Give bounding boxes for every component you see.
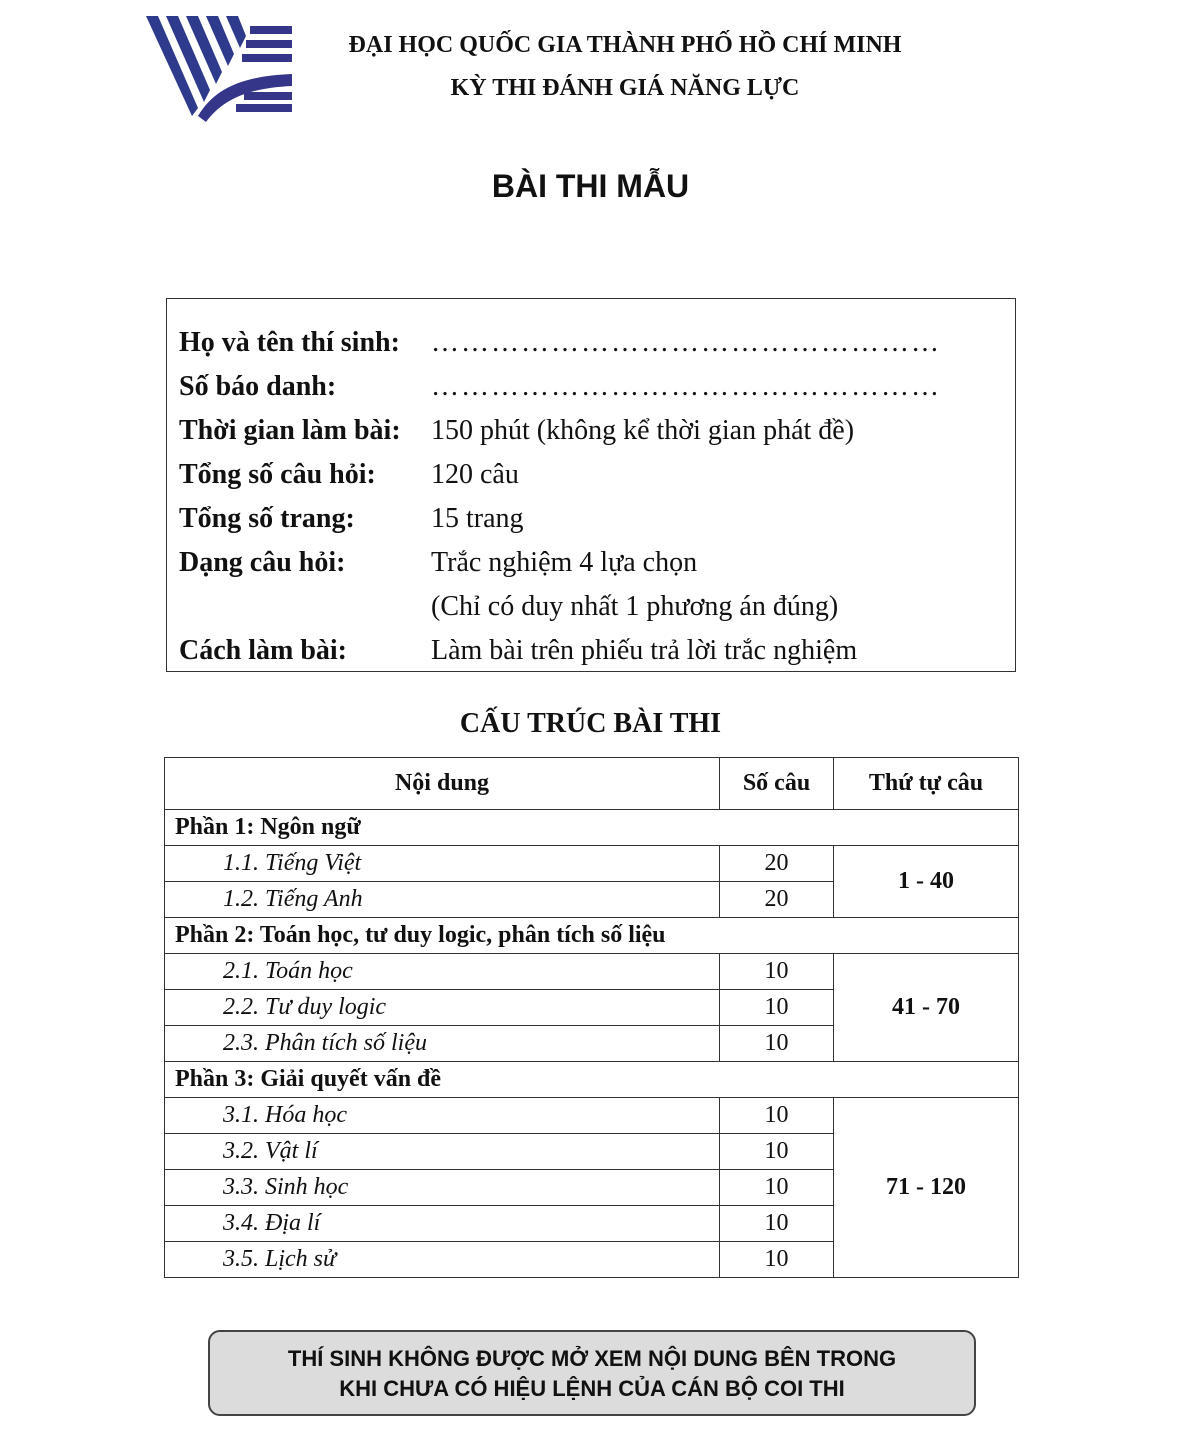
structure-table xyxy=(164,757,1019,1278)
logo-bar xyxy=(236,104,292,112)
table-row xyxy=(165,1098,1019,1134)
question-count: 20 xyxy=(720,846,834,882)
subject-name: 3.1. Hóa học xyxy=(165,1098,720,1134)
question-count: 10 xyxy=(720,1026,834,1062)
question-order: 71 - 120 xyxy=(834,1098,1019,1278)
question-count: 10 xyxy=(720,1170,834,1206)
section-title: Phần 1: Ngôn ngữ xyxy=(165,810,1019,846)
type-value: Trắc nghiệm 4 lựa chọn xyxy=(431,547,698,578)
subject-name: 3.3. Sinh học xyxy=(165,1170,720,1206)
table-row xyxy=(165,954,1019,990)
question-count: 20 xyxy=(720,882,834,918)
column-header-order: Thứ tự câu xyxy=(834,758,1019,810)
question-count: 10 xyxy=(720,1098,834,1134)
section-row xyxy=(165,918,1019,954)
logo-bar xyxy=(244,92,292,100)
type-note: (Chỉ có duy nhất 1 phương án đúng) xyxy=(431,591,839,622)
warning-notice xyxy=(208,1330,976,1416)
questions-value: 120 câu xyxy=(431,459,519,490)
question-count: 10 xyxy=(720,954,834,990)
subject-name: 2.3. Phân tích số liệu xyxy=(165,1026,720,1062)
question-order: 1 - 40 xyxy=(834,846,1019,918)
type-label: Dạng câu hỏi: xyxy=(179,547,346,578)
logo-bar xyxy=(250,26,292,34)
section-row xyxy=(165,810,1019,846)
method-label: Cách làm bài: xyxy=(179,635,347,666)
logo-bar xyxy=(242,54,292,62)
exam-name: KỲ THI ĐÁNH GIÁ NĂNG LỰC xyxy=(450,75,800,101)
pages-value: 15 trang xyxy=(431,503,524,534)
section-title: Phần 3: Giải quyết vấn đề xyxy=(165,1062,1019,1098)
question-count: 10 xyxy=(720,990,834,1026)
question-count: 10 xyxy=(720,1134,834,1170)
column-header-count: Số câu xyxy=(720,758,834,810)
id-label: Số báo danh: xyxy=(179,371,337,402)
pages-label: Tổng số trang: xyxy=(179,503,355,534)
subject-name: 3.2. Vật lí xyxy=(165,1134,720,1170)
id-field: …………………………………………… xyxy=(431,371,941,402)
table-header-row xyxy=(165,758,1019,810)
university-logo xyxy=(146,16,294,124)
table-row xyxy=(165,846,1019,882)
method-value: Làm bài trên phiếu trả lời trắc nghiệm xyxy=(431,635,858,666)
time-value: 150 phút (không kể thời gian phát đề) xyxy=(431,415,855,446)
university-name: ĐẠI HỌC QUỐC GIA THÀNH PHỐ HỒ CHÍ MINH xyxy=(348,32,902,58)
subject-name: 1.1. Tiếng Việt xyxy=(165,846,720,882)
time-label: Thời gian làm bài: xyxy=(179,415,401,446)
subject-name: 2.1. Toán học xyxy=(165,954,720,990)
question-count: 10 xyxy=(720,1242,834,1278)
question-order: 41 - 70 xyxy=(834,954,1019,1062)
page-title: BÀI THI MẪU xyxy=(491,168,690,204)
name-field: …………………………………………… xyxy=(431,327,941,358)
logo-bar xyxy=(246,40,292,48)
notice-line-2: KHI CHƯA CÓ HIỆU LỆNH CỦA CÁN BỘ COI THI xyxy=(339,1376,845,1401)
subject-name: 1.2. Tiếng Anh xyxy=(165,882,720,918)
header xyxy=(320,24,930,110)
question-count: 10 xyxy=(720,1206,834,1242)
subject-name: 2.2. Tư duy logic xyxy=(165,990,720,1026)
questions-label: Tổng số câu hỏi: xyxy=(179,459,376,490)
section-title: Phần 2: Toán học, tư duy logic, phân tích số liệu xyxy=(165,918,1019,954)
structure-title: CẤU TRÚC BÀI THI xyxy=(459,708,722,739)
subject-name: 3.5. Lịch sử xyxy=(165,1242,720,1278)
name-label: Họ và tên thí sinh: xyxy=(179,327,400,358)
column-header-content: Nội dung xyxy=(165,758,720,810)
candidate-info-box xyxy=(166,298,1016,672)
subject-name: 3.4. Địa lí xyxy=(165,1206,720,1242)
notice-line-1: THÍ SINH KHÔNG ĐƯỢC MỞ XEM NỘI DUNG BÊN TRONG xyxy=(287,1346,897,1371)
section-row xyxy=(165,1062,1019,1098)
